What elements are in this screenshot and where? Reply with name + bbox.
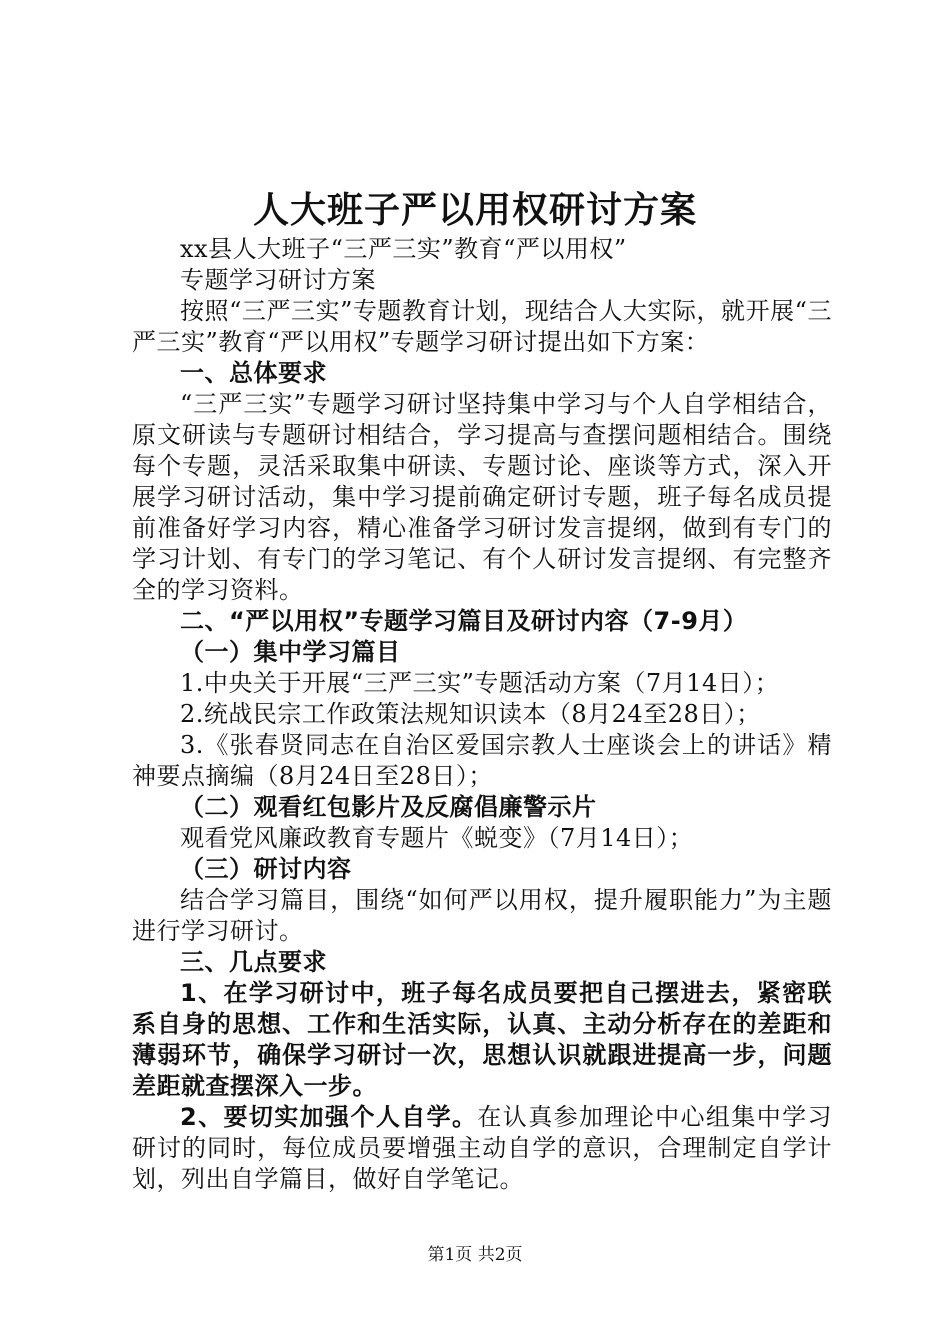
study-item-3: 3.《张春贤同志在自治区爱国宗教人士座谈会上的讲话》精神要点摘编（8月24日至28日）； bbox=[132, 731, 832, 790]
requirement-2 bbox=[132, 1102, 832, 1195]
requirement-1: 1、在学习研讨中，班子每名成员要把自己摆进去，紧密联系自身的思想、工作和生活实际，认真、主动分析存在的差距和薄弱环节，确保学习研讨一次，思想认识就跟进提高一步，问题差距就查摆深入一步。 bbox=[132, 979, 832, 1100]
requirement-2-text: 在认真参加理论中心组集中学习研讨的同时，每位成员要增强主动自学的意识，合理制定自学计划，列出自学篇目，做好自学笔记。 bbox=[132, 1103, 832, 1193]
study-item-2: 2.统战民宗工作政策法规知识读本（8月24至28日）； bbox=[180, 700, 761, 728]
subsection-3-text: 结合学习篇目，围绕“如何严以用权，提升履职能力”为主题进行学习研讨。 bbox=[132, 886, 832, 945]
intro-line-2: 专题学习研讨方案 bbox=[180, 266, 376, 294]
section-1-heading: 一、总体要求 bbox=[180, 359, 327, 387]
study-item-1: 1.中央关于开展“三严三实”专题活动方案（7月14日）； bbox=[180, 669, 780, 697]
document-title: 人大班子严以用权研讨方案 bbox=[252, 189, 697, 231]
requirement-2-lead: 2、要切实加强个人自学。 bbox=[180, 1103, 478, 1131]
section-2-heading: 二、“严以用权”专题学习篇目及研讨内容（7-9月） bbox=[180, 607, 748, 635]
intro-line-1: xx县人大班子“三严三实”教育“严以用权” bbox=[180, 235, 627, 263]
subsection-2-text: 观看党风廉政教育专题片《蜕变》（7月14日）； bbox=[180, 824, 694, 852]
section-3-heading: 三、几点要求 bbox=[180, 948, 327, 976]
document-body bbox=[132, 234, 832, 1195]
intro-paragraph: 按照“三严三实”专题教育计划，现结合人大实际，就开展“三严三实”教育“严以用权”专题学习研讨提出如下方案： bbox=[132, 297, 832, 356]
subsection-2-heading: （二）观看红包影片及反腐倡廉警示片 bbox=[180, 793, 597, 821]
page-footer: 第1页 共2页 bbox=[427, 1245, 523, 1265]
subsection-1-heading: （一）集中学习篇目 bbox=[180, 638, 401, 666]
section-1-paragraph: “三严三实”专题学习研讨坚持集中学习与个人自学相结合，原文研读与专题研讨相结合，学习提高与查摆问题相结合。围绕每个专题，灵活采取集中研读、专题讨论、座谈等方式，深入开展学习研讨活动，集中学习提前确定研讨专题，班子每名成员提前准备好学习内容，精心准备学习研讨发言提纲，做到有专门的学习计划、有专门的学习笔记、有个人研讨发言提纲、有完整齐全的学习资料。 bbox=[132, 390, 832, 604]
subsection-3-heading: （三）研讨内容 bbox=[180, 855, 352, 883]
